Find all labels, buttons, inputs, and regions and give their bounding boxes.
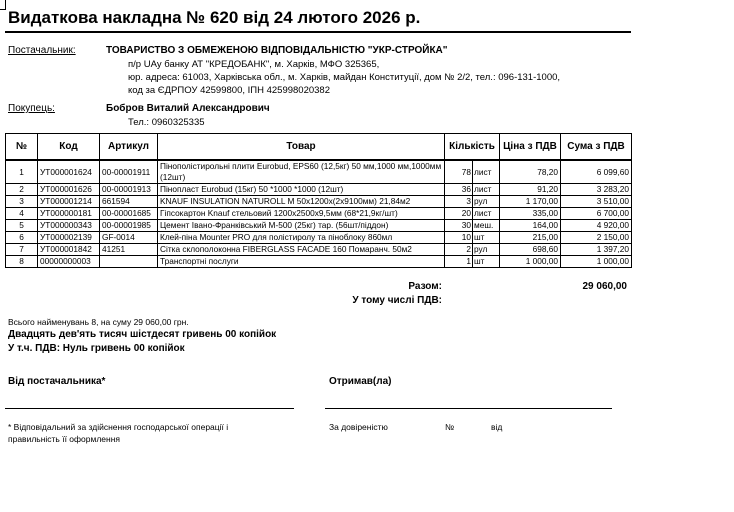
cell-unit: меш.	[473, 220, 500, 232]
cell-code: УТ000002139	[38, 232, 100, 244]
cell-article: 00-00001911	[100, 160, 158, 184]
supplier-signature-label: Від постачальника*	[8, 376, 106, 387]
cell-qty: 78	[445, 160, 473, 184]
cell-article	[100, 256, 158, 268]
cell-product: Клей-піна Mounter PRO для полістиролу та піноблоку 860мл	[158, 232, 445, 244]
header-sum: Сума з ПДВ	[561, 134, 632, 161]
proxy-label: За довіреністю	[329, 422, 388, 432]
vat-in-words: У т.ч. ПДВ: Нуль гривень 00 копійок	[8, 343, 185, 354]
cell-product: Пінополістирольні плити Eurobud, EPS60 (12,5кг) 50 мм,1000 мм,1000мм (12шт)	[158, 160, 445, 184]
cell-price: 1 000,00	[500, 256, 561, 268]
total-label: Разом:	[408, 281, 442, 292]
table-row	[6, 232, 632, 244]
cell-price: 164,00	[500, 220, 561, 232]
cell-product: Цемент Івано-Франківський М-500 (25кг) тар. (56шт/піддон)	[158, 220, 445, 232]
cell-code: УТ000001214	[38, 196, 100, 208]
table-row	[6, 196, 632, 208]
supplier-bank: п/р UAу банку АТ "КРЕДОБАНК", м. Харків, МФО 325365,	[128, 59, 380, 70]
header-price: Ціна з ПДВ	[500, 134, 561, 161]
responsible-note-line-2: правильність її оформлення	[8, 434, 121, 444]
cell-product: Гіпсокартон Knauf стельовий 1200х2500х9,5мм (68*21,9кг/шт)	[158, 208, 445, 220]
cell-article: 41251	[100, 244, 158, 256]
table-header-row	[6, 134, 632, 161]
cell-price: 335,00	[500, 208, 561, 220]
header-qty: Кількість	[445, 134, 500, 161]
cell-sum: 4 920,00	[561, 220, 632, 232]
cell-code: 00000000003	[38, 256, 100, 268]
cell-sum: 1 397,20	[561, 244, 632, 256]
cell-no: 7	[6, 244, 38, 256]
cell-price: 215,00	[500, 232, 561, 244]
supplier-signature-line	[5, 408, 294, 409]
cell-no: 3	[6, 196, 38, 208]
header-no: №	[6, 134, 38, 161]
buyer-name: Бобров Виталий Александрович	[106, 103, 270, 114]
cell-price: 698,60	[500, 244, 561, 256]
cell-product: Транспортні послуги	[158, 256, 445, 268]
header-code: Код	[38, 134, 100, 161]
cell-no: 4	[6, 208, 38, 220]
table-row	[6, 184, 632, 196]
supplier-label: Постачальник:	[8, 45, 76, 56]
cell-qty: 3	[445, 196, 473, 208]
cell-price: 91,20	[500, 184, 561, 196]
cell-unit: лист	[473, 160, 500, 184]
receiver-signature-line	[325, 408, 612, 409]
cell-qty: 30	[445, 220, 473, 232]
title-divider	[5, 31, 631, 33]
header-product: Товар	[158, 134, 445, 161]
proxy-number-label: №	[445, 422, 455, 432]
cell-article: 00-00001985	[100, 220, 158, 232]
table-row	[6, 244, 632, 256]
receiver-signature-label: Отримав(ла)	[329, 376, 392, 387]
cell-qty: 36	[445, 184, 473, 196]
supplier-codes: код за ЄДРПОУ 42599800, ІПН 425998020382	[128, 85, 330, 96]
cell-code: УТ000000181	[38, 208, 100, 220]
cell-price: 1 170,00	[500, 196, 561, 208]
table-row	[6, 256, 632, 268]
cell-sum: 6 099,60	[561, 160, 632, 184]
cell-no: 2	[6, 184, 38, 196]
cell-no: 1	[6, 160, 38, 184]
cell-code: УТ000001626	[38, 184, 100, 196]
cell-unit: рул	[473, 244, 500, 256]
vat-label: У тому числі ПДВ:	[352, 295, 442, 306]
cell-no: 8	[6, 256, 38, 268]
table-row	[6, 208, 632, 220]
cell-code: УТ000000343	[38, 220, 100, 232]
cell-article: 661594	[100, 196, 158, 208]
window-corner-mark	[0, 0, 6, 10]
cell-product: KNAUF INSULATION NATUROLL M 50x1200x(2x9100мм) 21,84м2	[158, 196, 445, 208]
cell-qty: 20	[445, 208, 473, 220]
supplier-address: юр. адреса: 61003, Харківська обл., м. Харків, майдан Конституції, дом № 2/2, тел.: 096-131-1000,	[128, 72, 561, 83]
cell-unit: шт	[473, 256, 500, 268]
cell-sum: 3 510,00	[561, 196, 632, 208]
table-row	[6, 160, 632, 184]
cell-unit: шт	[473, 232, 500, 244]
cell-code: УТ000001842	[38, 244, 100, 256]
supplier-name: ТОВАРИСТВО З ОБМЕЖЕНОЮ ВІДПОВІДАЛЬНІСТЮ "УКР-СТРОЙКА"	[106, 45, 448, 56]
cell-unit: лист	[473, 208, 500, 220]
buyer-phone: Тел.: 0960325335	[128, 117, 205, 128]
cell-sum: 6 700,00	[561, 208, 632, 220]
document-title: Видаткова накладна № 620 від 24 лютого 2026 р.	[8, 8, 421, 27]
cell-product: Пінопласт Eurobud (15кг) 50 *1000 *1000 (12шт)	[158, 184, 445, 196]
cell-article: 00-00001913	[100, 184, 158, 196]
cell-product: Сітка склополоконна FIBERGLASS FACADE 160 Помаранч. 50м2	[158, 244, 445, 256]
cell-sum: 1 000,00	[561, 256, 632, 268]
cell-qty: 2	[445, 244, 473, 256]
buyer-label: Покупець:	[8, 103, 55, 114]
table-row	[6, 220, 632, 232]
cell-unit: лист	[473, 184, 500, 196]
cell-price: 78,20	[500, 160, 561, 184]
cell-qty: 10	[445, 232, 473, 244]
cell-code: УТ000001624	[38, 160, 100, 184]
cell-unit: рул	[473, 196, 500, 208]
cell-no: 5	[6, 220, 38, 232]
cell-qty: 1	[445, 256, 473, 268]
total-value: 29 060,00	[582, 281, 627, 292]
cell-no: 6	[6, 232, 38, 244]
cell-article: GF-0014	[100, 232, 158, 244]
amount-in-words: Двадцять дев'ять тисяч шістдесят гривень 00 копійок	[8, 329, 277, 340]
items-count-line: Всього найменувань 8, на суму 29 060,00 грн.	[8, 317, 189, 327]
responsible-note-line-1: * Відповідальний за здійснення господарської операції і	[8, 422, 229, 432]
cell-sum: 3 283,20	[561, 184, 632, 196]
cell-article: 00-00001685	[100, 208, 158, 220]
cell-sum: 2 150,00	[561, 232, 632, 244]
header-article: Артикул	[100, 134, 158, 161]
goods-table	[5, 133, 632, 268]
proxy-date-label: від	[491, 422, 503, 432]
